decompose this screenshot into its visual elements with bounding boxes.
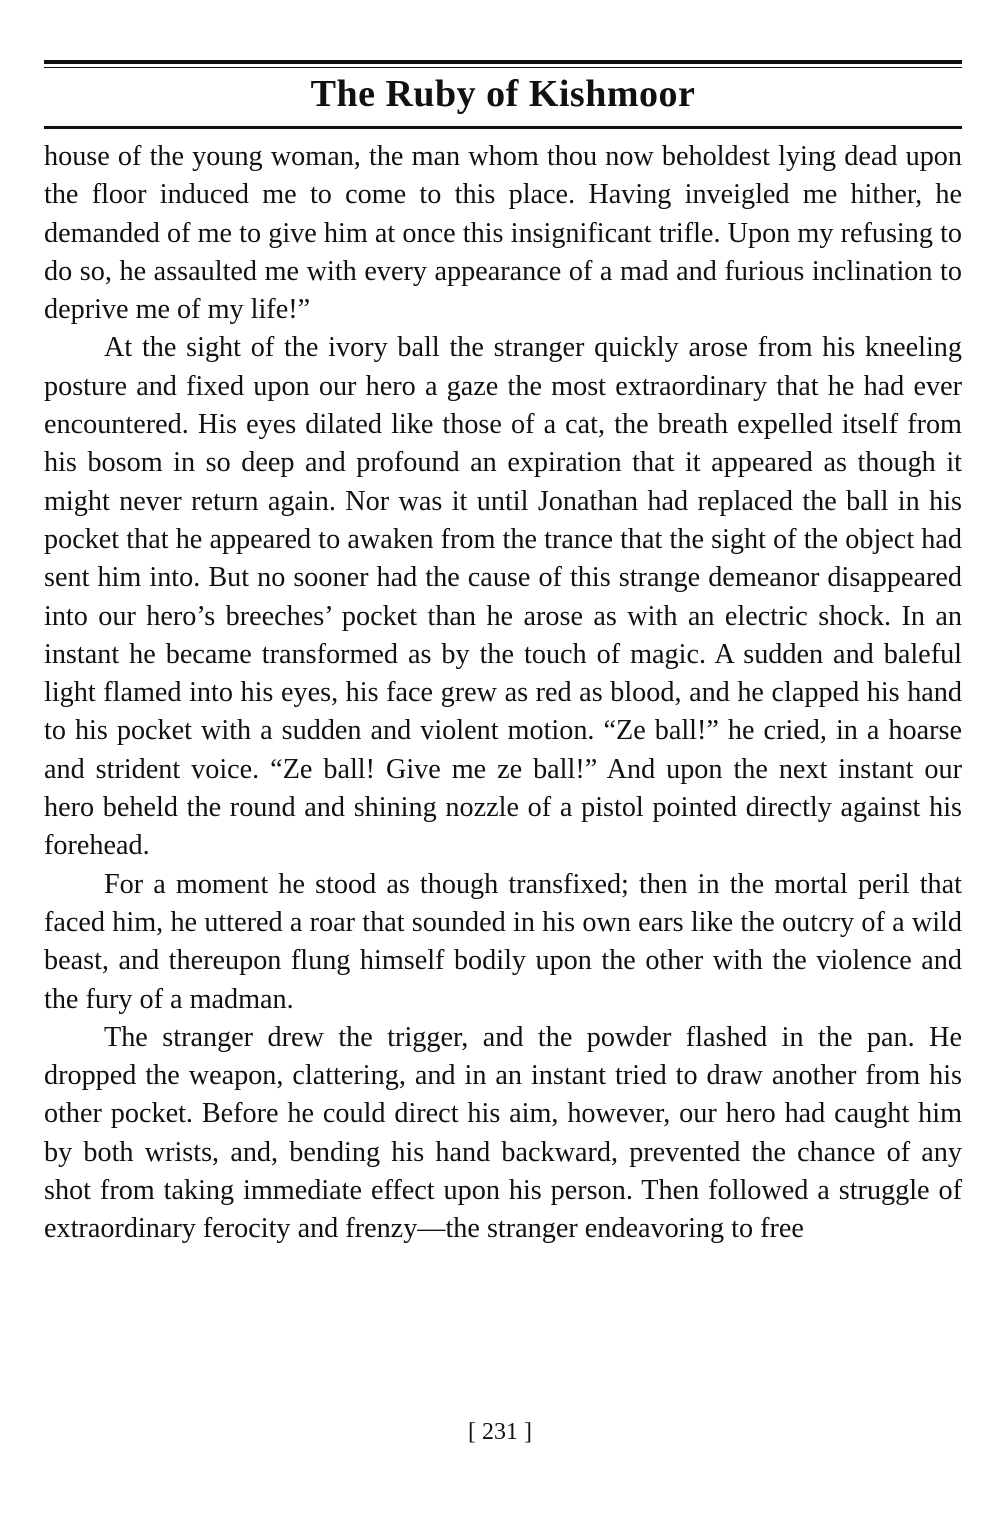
paragraph-trigger: The stranger drew the trigger, and the powder flashed in the pan. He dropped the weapon, clattering, and in an instant tried to draw another from his other pocket. Before he could direct his aim, however, our hero had caught him by both wrists, and, bending his hand backward, prevented the chance of any shot from taking immediate effect upon his person. Then followed a struggle of extraordinary ferocity and frenzy—the stranger endeavoring to free: [44, 1021, 962, 1245]
title-underline-rule: [44, 126, 962, 129]
book-page: [44, 60, 962, 1249]
header-rule-thick: [44, 60, 962, 64]
paragraph-transfixed: For a moment he stood as though transfixed; then in the mortal peril that faced him, he uttered a roar that sounded in his own ears like the outcry of a wild beast, and thereupon flung himself bodily upon the other with the violence and the fury of a madman.: [44, 868, 962, 1015]
page-number: [ 231 ]: [468, 1419, 532, 1445]
running-title: The Ruby of Kishmoor: [310, 73, 696, 115]
body-text: [44, 138, 962, 1249]
paragraph-ivory-ball: At the sight of the ivory ball the stranger quickly arose from his kneeling posture and fixed upon our hero a gaze the most extraordinary that he had ever encountered. His eyes dilated like those of a cat, the breath expelled itself from his bosom in so deep and profound an expiration that it appeared as though it might never return again. Nor was it until Jonathan had replaced the ball in his pocket that he appeared to awaken from the trance that the sight of the object had sent him into. But no sooner had the cause of this strange demeanor disappeared into our hero’s breeches’ pocket than he arose as with an electric shock. In an instant he became transformed as by the touch of magic. A sudden and baleful light flamed into his eyes, his face grew as red as blood, and he clapped his hand to his pocket with a sudden and violent motion. “Ze ball!” he cried, in a hoarse and strident voice. “Ze ball! Give me ze ball!” And upon the next instant our hero beheld the round and shining nozzle of a pistol pointed directly against his forehead.: [44, 332, 962, 862]
paragraph-continued: house of the young woman, the man whom thou now beholdest lying dead upon the floor induced me to come to this place. Having inveigled me hither, he demanded of me to give him at once this insignificant trifle. Upon my refusing to do so, he assaulted me with every appearance of a mad and furious inclination to deprive me of my life!”: [44, 141, 962, 326]
